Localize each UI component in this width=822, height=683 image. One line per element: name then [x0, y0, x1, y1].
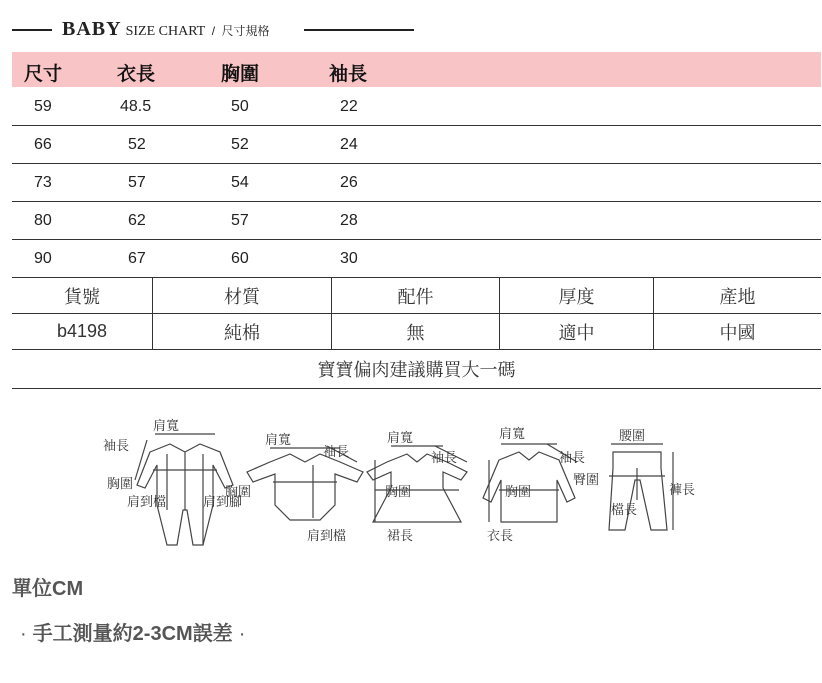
dress-skirt-length-label: 裙長: [387, 529, 414, 544]
table-row: [12, 202, 821, 240]
top-length-label: 衣長: [487, 529, 514, 544]
cell-size: 80: [34, 212, 52, 229]
pants-crotch-label: 檔長: [611, 503, 638, 518]
table-row: [12, 126, 821, 164]
title-separator: /: [211, 24, 216, 38]
cell-sleeve: 30: [340, 250, 358, 267]
dress-shoulder-label: 肩寬: [387, 431, 414, 446]
cell-length: 62: [128, 212, 146, 229]
top-chest-label: 胸圍: [505, 485, 532, 500]
dress-sleeve-label: 袖長: [431, 451, 458, 466]
table-row: [12, 164, 821, 202]
cell-chest: 57: [231, 212, 249, 229]
pants-waist-label: 腰圍: [619, 429, 646, 444]
measurement-diagram: [95, 410, 705, 560]
cell-length: 57: [128, 174, 146, 191]
top-sleeve-label: 袖長: [559, 451, 586, 466]
bodysuit-sleeve-label: 袖長: [323, 445, 350, 460]
header-chest: 胸圍: [221, 64, 260, 85]
header-sleeve: 袖長: [329, 64, 368, 85]
cell-sleeve: 26: [340, 174, 358, 191]
pants-length-label: 褲長: [669, 483, 696, 498]
title-rule-left: [12, 29, 52, 31]
info-item-no: b4198: [12, 314, 153, 350]
bodysuit-shoulder-to-crotch-label: 肩到檔: [307, 529, 347, 544]
tolerance-text: 手工測量約2-3CM誤差: [32, 623, 233, 645]
header-size: 尺寸: [24, 64, 63, 85]
info-value-row: [12, 314, 821, 350]
bullet-left: ·: [20, 623, 27, 645]
title-subtitle: SIZE CHART: [125, 24, 206, 39]
info-material: 純棉: [153, 314, 332, 350]
unit-label: 單位CM: [12, 578, 84, 600]
bullet-right: ·: [238, 623, 246, 645]
cell-sleeve: 28: [340, 212, 358, 229]
info-header-row: [12, 278, 821, 314]
title-chinese: 尺寸規格: [221, 24, 270, 38]
bodysuit-shoulder-label: 肩寬: [265, 433, 292, 448]
romper-chest-label: 胸圍: [107, 477, 134, 492]
chart-title-row: [0, 12, 822, 46]
info-accessory: 無: [332, 314, 500, 350]
romper-sleeve-label: 袖長: [103, 439, 130, 454]
romper-shoulder-to-crotch-label: 肩到檔: [127, 495, 167, 510]
table-row: [12, 88, 821, 126]
table-row: [12, 240, 821, 278]
cell-length: 67: [128, 250, 146, 267]
cell-sleeve: 24: [340, 136, 358, 153]
romper-shoulder-to-foot-label: 肩到腳: [203, 495, 243, 510]
cell-chest: 54: [231, 174, 249, 191]
info-header-thickness: 厚度: [500, 278, 654, 314]
size-advice-note: 寶寶偏肉建議購買大一碼: [12, 353, 821, 389]
title-rule-right: [304, 29, 414, 31]
cell-length: 52: [128, 136, 146, 153]
info-header-accessory: 配件: [332, 278, 500, 314]
title-brand: BABY: [62, 18, 122, 40]
product-info-table: [12, 277, 821, 350]
dress-chest-label: 胸圍: [385, 485, 412, 500]
pants-hip-label: 臀圍: [573, 473, 600, 488]
info-header-item-no: 貨號: [12, 278, 153, 314]
size-table-header: [12, 52, 821, 87]
cell-chest: 50: [231, 98, 249, 115]
info-header-origin: 產地: [654, 278, 822, 314]
info-thickness: 適中: [500, 314, 654, 350]
measurement-tolerance-note: [14, 617, 251, 646]
romper-illustration: [135, 434, 233, 545]
info-header-material: 材質: [153, 278, 332, 314]
romper-shoulder-label: 肩寬: [153, 419, 180, 434]
header-length: 衣長: [117, 64, 156, 85]
cell-size: 73: [34, 174, 52, 191]
cell-length: 48.5: [120, 98, 152, 115]
cell-chest: 52: [231, 136, 249, 153]
cell-size: 59: [34, 98, 52, 115]
bodysuit-chest-label: 胸圍: [225, 485, 252, 500]
cell-size: 66: [34, 136, 52, 153]
chart-title: [62, 18, 270, 41]
cell-sleeve: 22: [340, 98, 358, 115]
top-shoulder-label: 肩寬: [499, 427, 526, 442]
info-origin: 中國: [654, 314, 822, 350]
cell-chest: 60: [231, 250, 249, 267]
cell-size: 90: [34, 250, 52, 267]
